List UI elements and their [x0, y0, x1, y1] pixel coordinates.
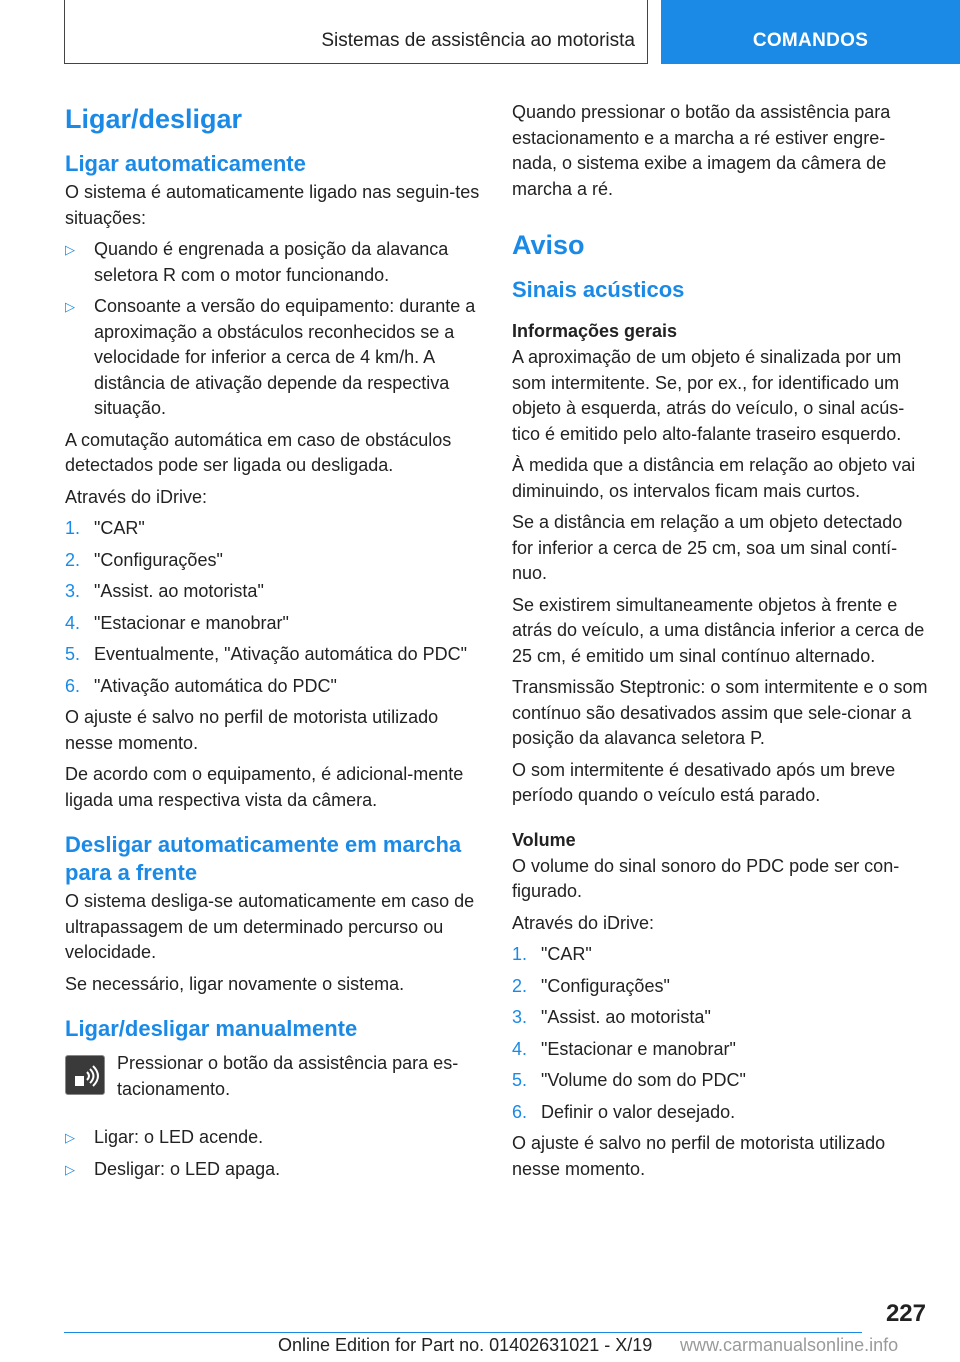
triangle-bullet-icon: ▷	[65, 1130, 75, 1145]
triangle-bullet-icon: ▷	[65, 242, 75, 257]
paragraph: O volume do sinal sonoro do PDC pode ser con-figurado.	[512, 855, 900, 901]
header-box	[64, 0, 648, 64]
page-number: 227	[885, 1300, 926, 1327]
left-column	[65, 100, 481, 1188]
triangle-bullet-icon: ▷	[65, 1161, 75, 1177]
list-item: ▷ Ligar: o LED acende.	[65, 1125, 481, 1151]
watermark: www.carmanualsonline.info	[680, 1335, 899, 1355]
paragraph: O sistema é automaticamente ligado nas seguin-tes situações:	[65, 182, 480, 228]
heading-ligar-desligar: Ligar/desligar	[65, 104, 243, 134]
list-item: 1. "CAR"	[65, 518, 145, 538]
bullet-list	[65, 1125, 481, 1182]
paragraph: Se necessário, ligar novamente o sistema.	[65, 973, 405, 994]
paragraph: Se a distância em relação a um objeto detectado for inferior a cerca de 25 cm, soa um sinal contí-nuo.	[512, 512, 903, 583]
footer-edition: Online Edition for Part no. 01402631021 - X/19	[278, 1335, 653, 1355]
header-tab-label: COMANDOS	[752, 30, 869, 51]
paragraph: À medida que a distância em relação ao objeto vai diminuindo, os intervalos ficam mais curtos.	[512, 455, 916, 501]
paragraph: O sistema desliga-se automaticamente em caso de ultrapassagem de um determinado percurso ou velocidade.	[65, 891, 475, 962]
idrive-steps	[65, 516, 481, 699]
paragraph: O ajuste é salvo no perfil de motorista utilizado nesse momento.	[512, 1133, 886, 1179]
list-item: ▷ Desligar: o LED apaga.	[65, 1157, 481, 1183]
list-item: 2. "Configurações"	[512, 975, 670, 996]
list-item: 2. "Configurações"	[65, 549, 223, 570]
list-item: 3. "Assist. ao motorista"	[512, 1007, 711, 1027]
paragraph: Através do iDrive:	[512, 912, 655, 933]
list-item: 1. "CAR"	[512, 944, 592, 964]
bullet-list	[65, 237, 481, 422]
list-item: 4. "Estacionar e manobrar"	[65, 612, 289, 633]
paragraph: Se existirem simultaneamente objetos à frente e atrás do veículo, a uma distância inferior a cerca de 25 cm, é emitido um sinal contínuo alternado.	[512, 594, 925, 666]
footer-divider	[64, 1332, 862, 1333]
heading-desligar-automaticamente: Desligar automaticamente em marcha para a frente	[65, 832, 462, 885]
list-item: 6. Definir o valor desejado.	[512, 1101, 736, 1122]
heading-ligar-automaticamente: Ligar automaticamente	[65, 151, 306, 176]
idrive-steps	[512, 942, 928, 1125]
heading-aviso: Aviso	[512, 230, 585, 260]
list-item: 4. "Estacionar e manobrar"	[512, 1038, 736, 1059]
subheading-volume: Volume	[512, 829, 576, 850]
parking-button-row	[65, 1051, 481, 1105]
list-item: 5. Eventualmente, "Ativação automática do PDC"	[65, 644, 467, 664]
triangle-bullet-icon: ▷	[65, 299, 75, 314]
paragraph: De acordo com o equipamento, é adicional-mente ligada uma respectiva vista da câmera.	[65, 764, 464, 810]
subheading-informacoes-gerais: Informações gerais	[512, 321, 678, 341]
paragraph: Através do iDrive:	[65, 486, 208, 507]
paragraph: A aproximação de um objeto é sinalizada por um som intermitente. Se, por ex., for identificado um objeto à esquerda, atrás do veículo, o sinal acús-tico é emitido pelo alto-falante traseiro esquerdo.	[512, 347, 905, 444]
paragraph: O som intermitente é desativado após um breve período quando o veículo está parado.	[512, 759, 896, 805]
list-item: ▷ Consoante a versão do equipamento: durante a aproximação a obstáculos reconhecidos se a velocidade for inferior a cerca de 4 km/h. A distância de ativação depende da respectiva situação.	[65, 296, 476, 418]
paragraph: A comutação automática em caso de obstáculos detectados pode ser ligada ou desligada.	[65, 429, 452, 475]
list-item: 3. "Assist. ao motorista"	[65, 581, 264, 601]
heading-sinais-acusticos: Sinais acústicos	[512, 277, 685, 302]
list-item: 5. "Volume do som do PDC"	[512, 1070, 746, 1090]
header-title: Sistemas de assistência ao motorista	[321, 30, 635, 51]
paragraph: O ajuste é salvo no perfil de motorista utilizado nesse momento.	[65, 707, 439, 753]
paragraph: Transmissão Steptronic: o som intermitente e o som contínuo são desativados assim que sele-cionar a posição da alavanca seletora P.	[512, 677, 928, 748]
pdc-button-icon	[65, 1055, 105, 1095]
header-tab-comandos[interactable]	[661, 0, 960, 64]
paragraph: Quando pressionar o botão da assistência para estacionamento e a marcha a ré estiver engre-nada, o sistema exibe a imagem da câmera de marcha a ré.	[512, 102, 891, 199]
list-item: 6. "Ativação automática do PDC"	[65, 675, 337, 696]
paragraph: Pressionar o botão da assistência para es-tacionamento.	[117, 1053, 459, 1099]
list-item: ▷ Quando é engrenada a posição da alavanca seletora R com o motor funcionando.	[65, 239, 449, 285]
right-column	[512, 100, 928, 1188]
heading-ligar-desligar-manualmente: Ligar/desligar manualmente	[65, 1016, 358, 1041]
